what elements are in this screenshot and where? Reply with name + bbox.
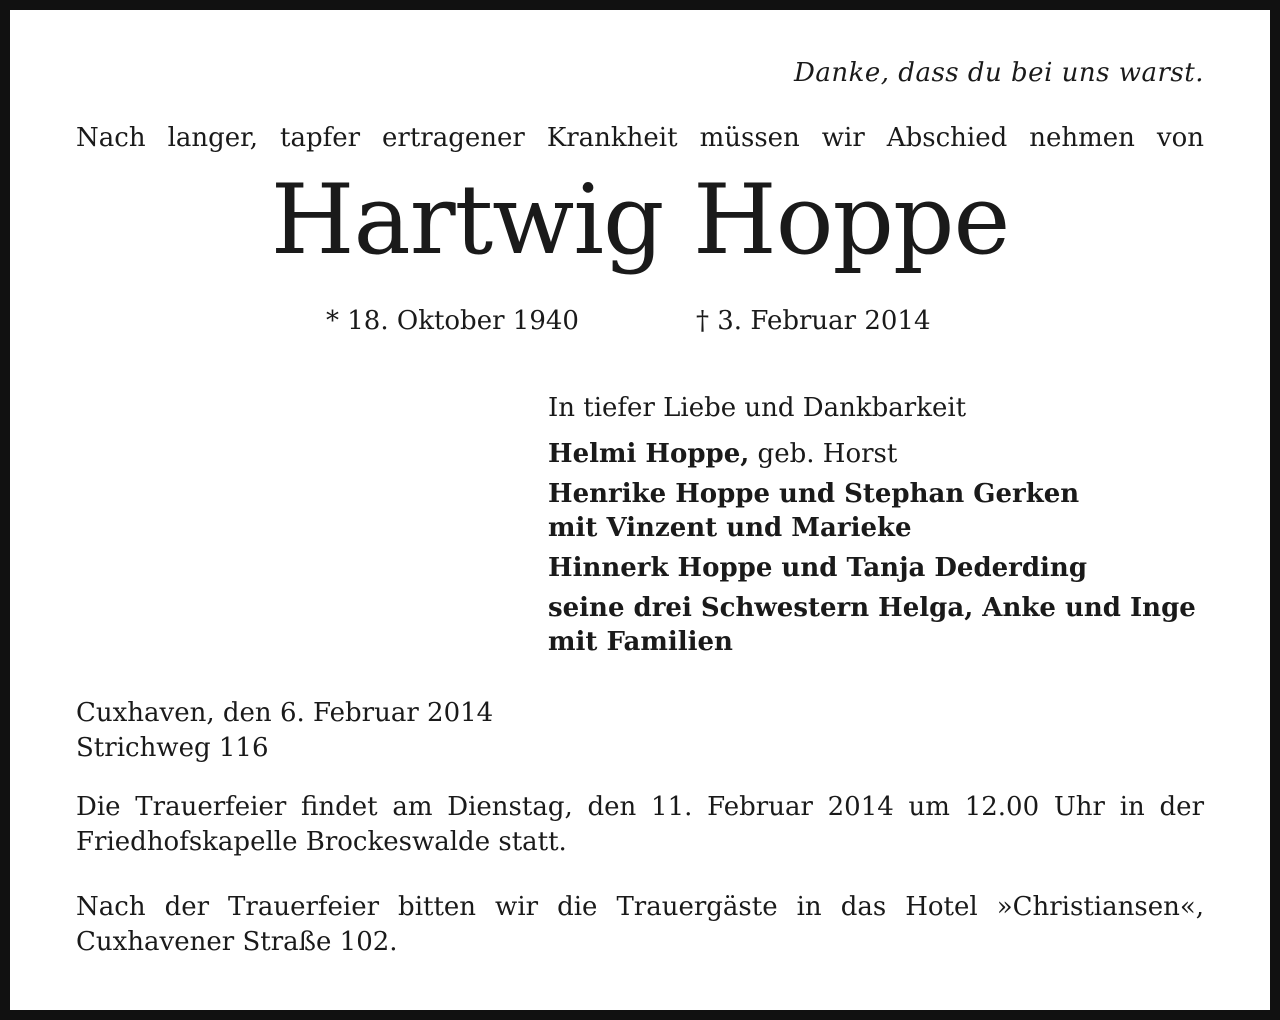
death-date: † 3. Februar 2014 (696, 306, 931, 336)
funeral-notice: Die Trauerfeier findet am Dienstag, den 11. Februar 2014 um 12.00 Uhr in der Friedhofskapelle Brockeswalde statt. (76, 792, 1204, 857)
mourner-entry (548, 477, 1208, 545)
intro-text: Nach langer, tapfer ertragener Krankheit müssen wir Abschied nehmen von (76, 123, 1204, 153)
mourner-name: Helmi Hoppe, (548, 439, 750, 469)
place-and-date (76, 696, 493, 766)
street-address: Strichweg 116 (76, 733, 269, 763)
mourner-line: Henrike Hoppe und Stephan Gerken (548, 479, 1080, 509)
obituary-notice (10, 10, 1270, 1010)
mourners-block (548, 391, 1208, 665)
mourners-lead: In tiefer Liebe und Dankbarkeit (548, 393, 967, 423)
reception-notice: Nach der Trauerfeier bitten wir die Trauergäste in das Hotel »Christiansen«, Cuxhavener Straße 102. (76, 892, 1204, 957)
mourner-entry (548, 437, 1208, 471)
mourner-line: Hinnerk Hoppe und Tanja Dederding (548, 553, 1088, 583)
mourner-line: mit Familien (548, 627, 733, 657)
deceased-name: Hartwig Hoppe (270, 164, 1010, 276)
city-date: Cuxhaven, den 6. Februar 2014 (76, 698, 494, 728)
mourner-entry (548, 591, 1208, 659)
mourner-entry (548, 551, 1208, 585)
birth-date: * 18. Oktober 1940 (326, 306, 579, 336)
motto: Danke, dass du bei uns warst. (794, 58, 1204, 88)
mourner-line: seine drei Schwestern Helga, Anke und Inge (548, 593, 1196, 623)
mourner-line: mit Vinzent und Marieke (548, 513, 912, 543)
mourner-maiden-name: geb. Horst (749, 439, 898, 469)
